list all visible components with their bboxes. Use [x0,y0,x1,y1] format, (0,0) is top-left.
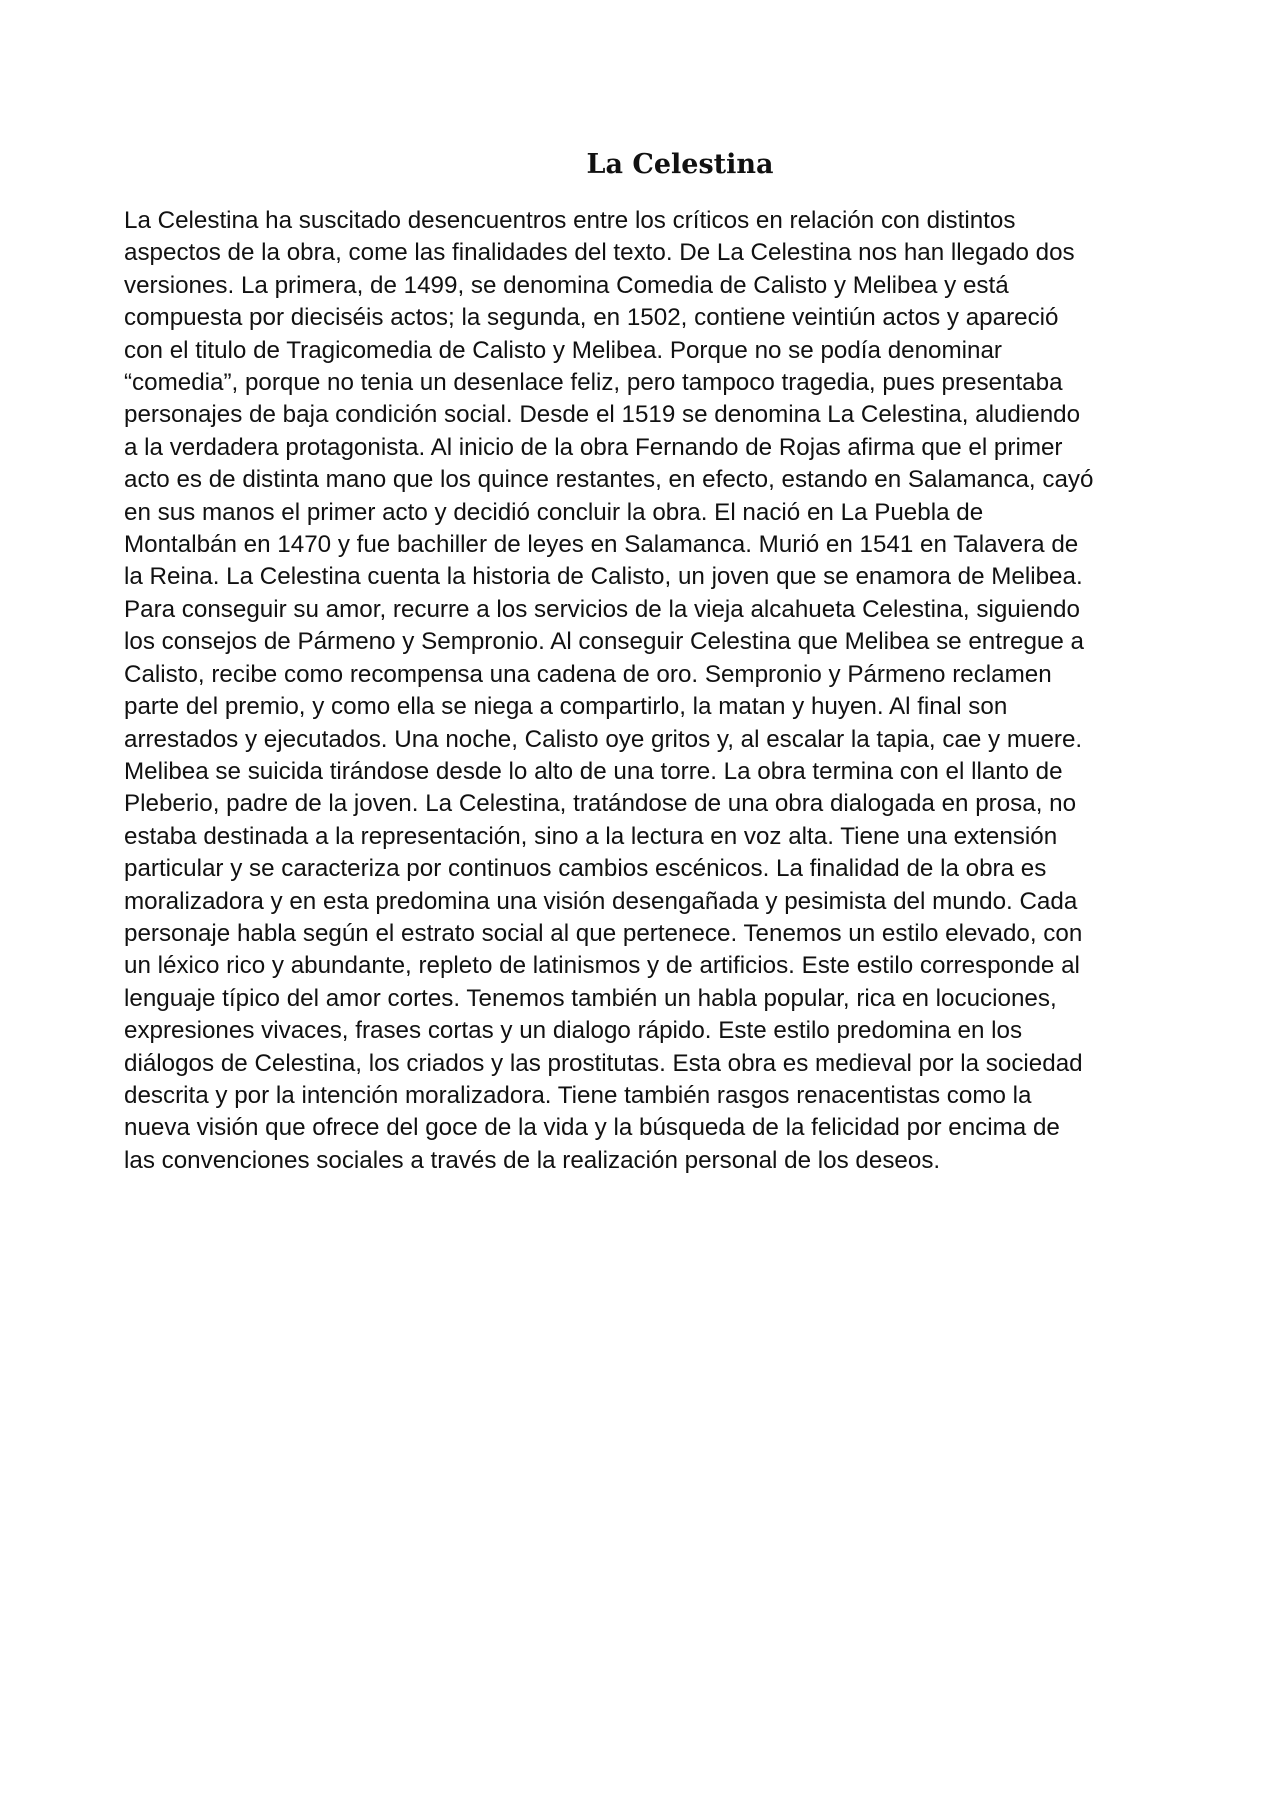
document-title: La Celestina [586,149,774,180]
body-line: aspectos de la obra, come las finalidades del texto. De La Celestina nos han llegado dos [124,239,1075,267]
body-line: la Reina. La Celestina cuenta la historia de Calisto, un joven que se enamora de Melibea. [124,563,1083,591]
body-line: descrita y por la intención moralizadora. Tiene también rasgos renacentistas como la [124,1081,1032,1109]
body-line: La Celestina ha suscitado desencuentros entre los críticos en relación con distintos [124,207,1016,234]
document-body [124,205,1174,1177]
body-line: personaje habla según el estrato social al que pertenece. Tenemos un estilo elevado, con [124,919,1083,947]
body-line: Pleberio, padre de la joven. La Celestina, tratándose de una obra dialogada en prosa, no [124,790,1077,818]
body-line: Calisto, recibe como recompensa una cadena de oro. Sempronio y Pármeno reclamen [124,660,1052,688]
body-line: diálogos de Celestina, los criados y las prostitutas. Esta obra es medieval por la sociedad [124,1049,1083,1077]
body-line: nueva visión que ofrece del goce de la vida y la búsqueda de la felicidad por encima de [124,1114,1060,1142]
body-line: “comedia”, porque no tenia un desenlace feliz, pero tampoco tragedia, pues presentaba [124,369,1063,397]
body-line: a la verdadera protagonista. Al inicio de la obra Fernando de Rojas afirma que el primer [124,433,1063,461]
body-line: Montalbán en 1470 y fue bachiller de leyes en Salamanca. Murió en 1541 en Talavera de [124,531,1079,559]
body-line: compuesta por dieciséis actos; la segunda, en 1502, contiene veintiún actos y apareció [124,304,1059,332]
body-line: un léxico rico y abundante, repleto de latinismos y de artificios. Este estilo corresponde al [124,952,1080,980]
body-line: los consejos de Pármeno y Sempronio. Al conseguir Celestina que Melibea se entregue a [124,628,1084,656]
body-line: parte del premio, y como ella se niega a compartirlo, la matan y huyen. Al final son [124,693,1008,721]
body-line: estaba destinada a la representación, sino a la lectura en voz alta. Tiene una extensión [124,822,1058,850]
body-line: particular y se caracteriza por continuos cambios escénicos. La finalidad de la obra es [124,855,1047,883]
body-line: versiones. La primera, de 1499, se denomina Comedia de Calisto y Melibea y está [124,271,1009,299]
body-line: las convenciones sociales a través de la realización personal de los deseos. [124,1146,941,1174]
body-line: moralizadora y en esta predomina una visión desengañada y pesimista del mundo. Cada [124,887,1078,915]
body-line: acto es de distinta mano que los quince restantes, en efecto, estando en Salamanca, cayó [124,466,1094,494]
body-line: arrestados y ejecutados. Una noche, Calisto oye gritos y, al escalar la tapia, cae y muere. [124,725,1083,753]
body-line: Melibea se suicida tirándose desde lo alto de una torre. La obra termina con el llanto de [124,757,1063,785]
body-line: con el titulo de Tragicomedia de Calisto y Melibea. Porque no se podía denominar [124,336,1002,364]
body-line: Para conseguir su amor, recurre a los servicios de la vieja alcahueta Celestina, siguiendo [124,595,1080,623]
body-line: en sus manos el primer acto y decidió concluir la obra. El nació en La Puebla de [124,498,984,526]
body-line: lenguaje típico del amor cortes. Tenemos también un habla popular, rica en locuciones, [124,984,1057,1012]
body-line: expresiones vivaces, frases cortas y un dialogo rápido. Este estilo predomina en los [124,1017,1023,1045]
body-line: personajes de baja condición social. Desde el 1519 se denomina La Celestina, aludiendo [124,401,1081,429]
